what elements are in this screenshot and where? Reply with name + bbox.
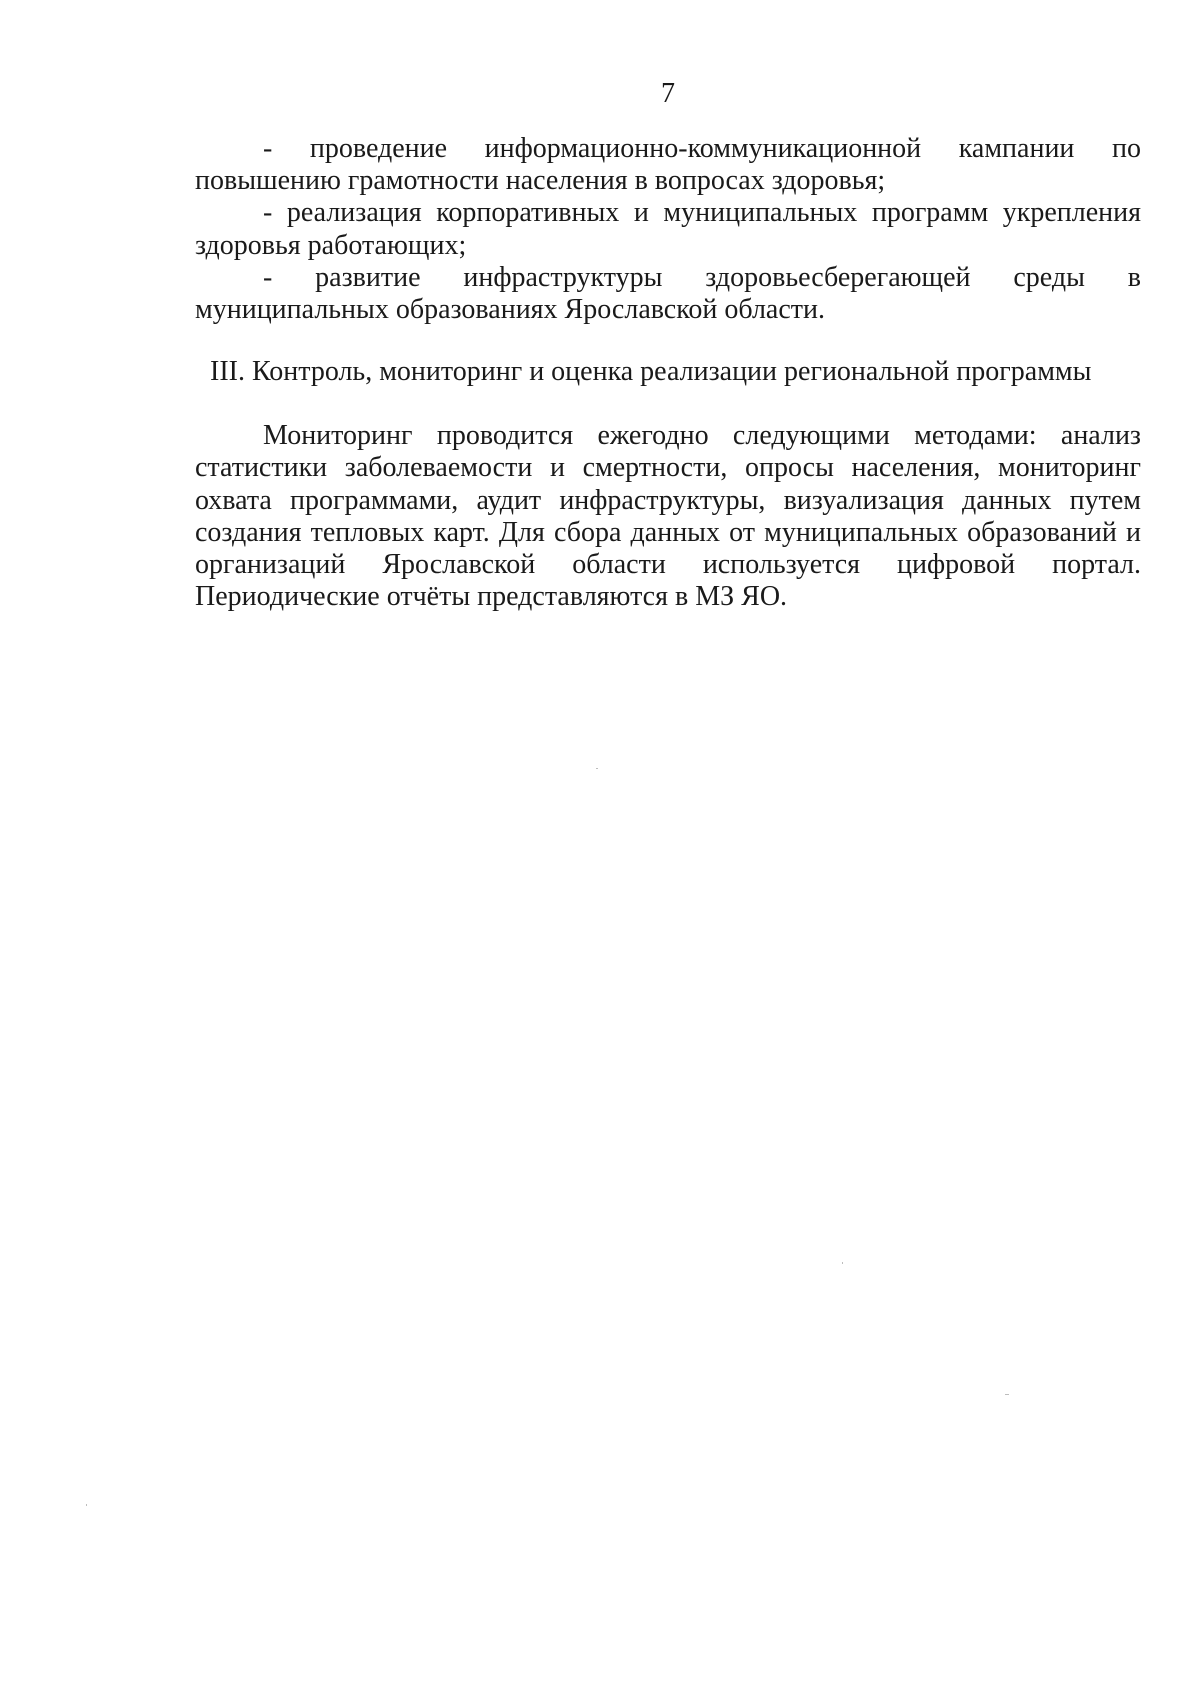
- list-item: - реализация корпоративных и муниципальных программ укрепления здоровья работающих;: [195, 197, 1141, 261]
- section-heading: III. Контроль, мониторинг и оценка реализации региональной программы: [210, 356, 1092, 388]
- scan-speck: [842, 1262, 843, 1264]
- scan-speck: [596, 768, 598, 769]
- scan-speck: [86, 1504, 87, 1506]
- list-item: - проведение информационно-коммуникационной кампании по повышению грамотности населения в вопросах здоровья;: [195, 133, 1141, 197]
- page-number: 7: [661, 78, 675, 109]
- list-item: - развитие инфраструктуры здоровьесберегающей среды в муниципальных образованиях Ярославской области.: [195, 261, 1141, 326]
- document-body: [195, 133, 1141, 613]
- scan-speck: [1005, 1394, 1009, 1395]
- monitoring-paragraph: Мониторинг проводится ежегодно следующими методами: анализ статистики заболеваемости и смертности, опросы населения, мониторинг охвата программами, аудит инфраструктуры, визуализация данных путем создания тепловых карт. Для сбора данных от муниципальных образований и организаций Ярославской области используется цифровой портал. Периодические отчёты представляются в МЗ ЯО.: [195, 420, 1141, 613]
